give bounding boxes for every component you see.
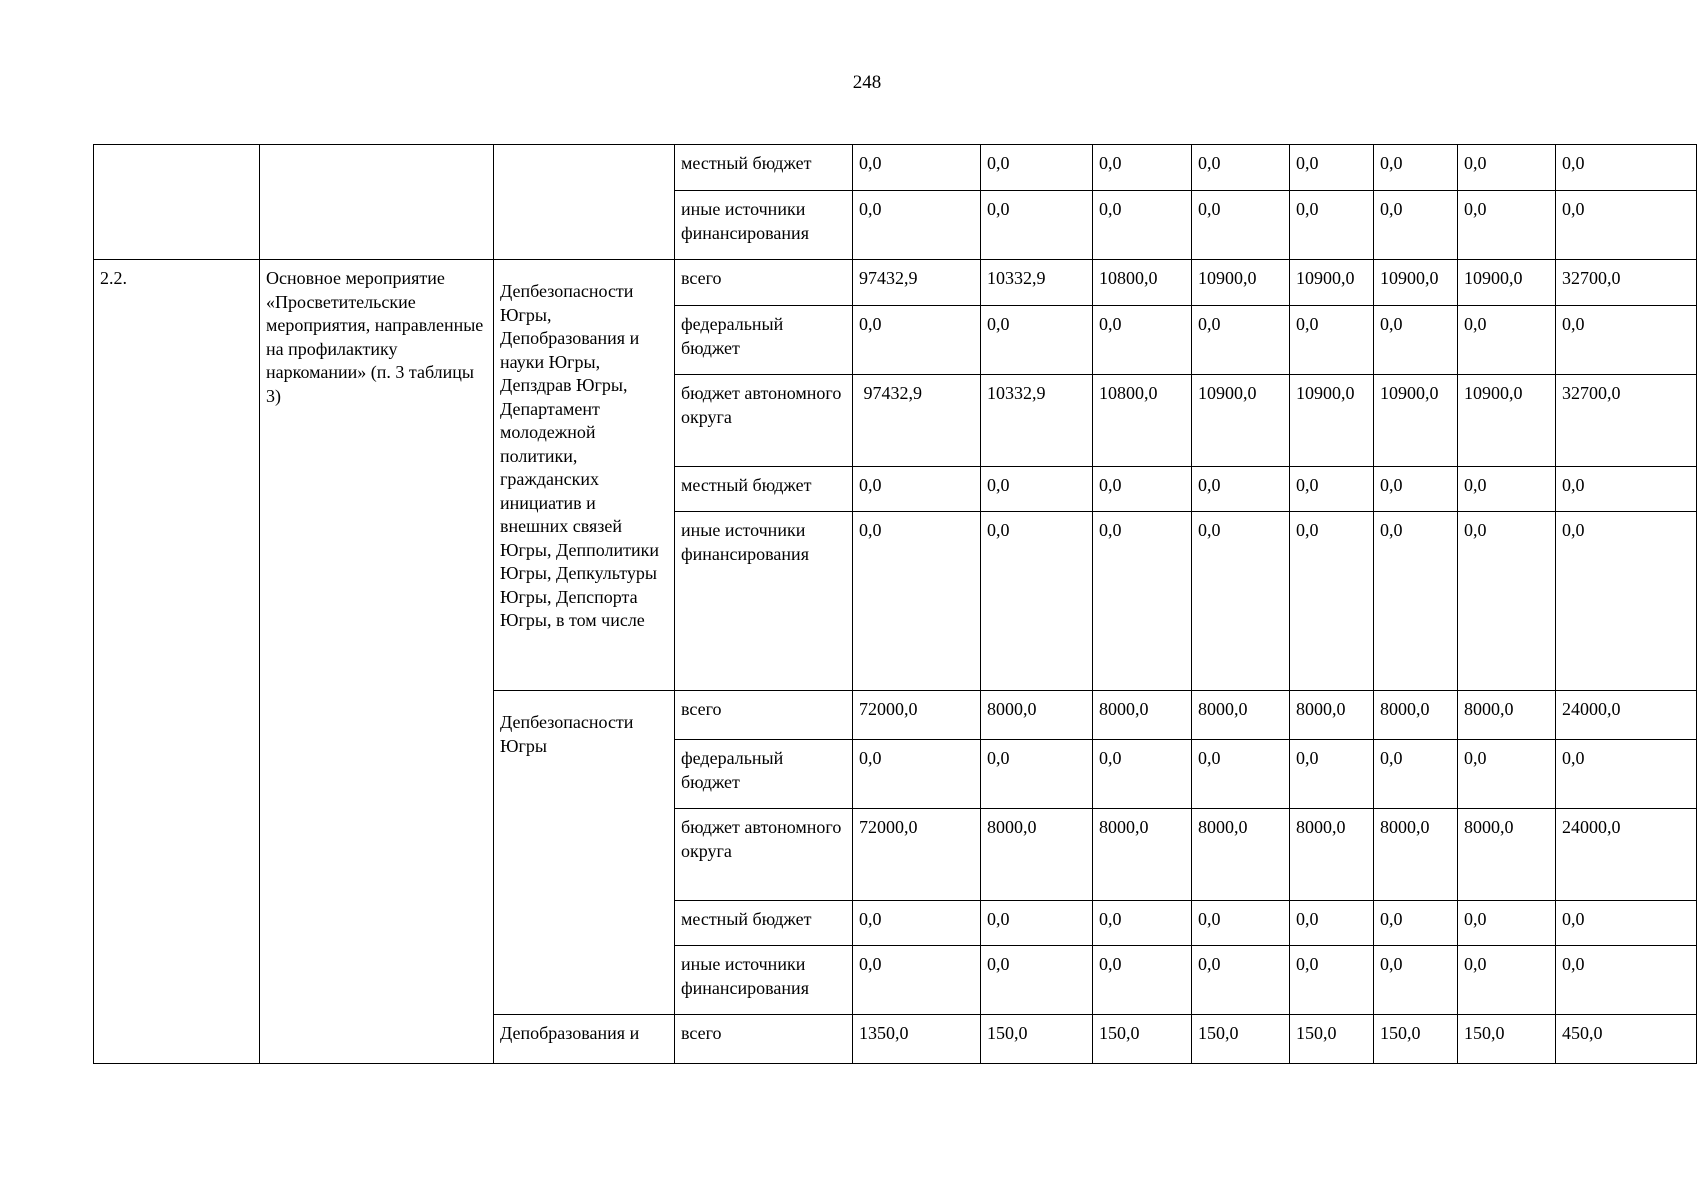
value-cell: 8000,0: [1093, 691, 1192, 740]
value-cell: 10900,0: [1458, 375, 1556, 467]
value-cell: 0,0: [1093, 740, 1192, 809]
value-cell: 0,0: [1374, 901, 1458, 946]
value-cell: 150,0: [981, 1015, 1093, 1064]
value-cell: 8000,0: [1374, 691, 1458, 740]
value-cell: 150,0: [1192, 1015, 1290, 1064]
value-cell: 0,0: [1458, 191, 1556, 260]
value-cell: 10900,0: [1290, 260, 1374, 306]
value-cell: 0,0: [853, 512, 981, 691]
value-cell: 8000,0: [1290, 809, 1374, 901]
source-cell: всего: [675, 260, 853, 306]
value-cell: 0,0: [1556, 145, 1697, 191]
value-cell: 10900,0: [1290, 375, 1374, 467]
source-cell: иные источники финансирования: [675, 512, 853, 691]
value-cell: 10900,0: [1192, 375, 1290, 467]
value-cell: 10900,0: [1374, 260, 1458, 306]
source-cell: бюджет автономного округа: [675, 375, 853, 467]
value-cell: 8000,0: [1093, 809, 1192, 901]
value-cell: 10900,0: [1192, 260, 1290, 306]
value-cell: 0,0: [1374, 145, 1458, 191]
value-cell: 32700,0: [1556, 260, 1697, 306]
value-cell: 10332,9: [981, 260, 1093, 306]
value-cell: 8000,0: [1458, 691, 1556, 740]
value-cell: 0,0: [1093, 901, 1192, 946]
item-name-cell: Основное мероприятие «Просветительские мероприятия, направленные на профилактику наркомании» (п. 3 таблицы 3): [260, 260, 494, 1064]
source-cell: всего: [675, 1015, 853, 1064]
executor-cell: [494, 145, 675, 260]
value-cell: 0,0: [1458, 467, 1556, 512]
value-cell: 0,0: [1458, 306, 1556, 375]
value-cell: 0,0: [1556, 512, 1697, 691]
value-cell: 97432,9: [853, 375, 981, 467]
executor-cell: Депбезопасности Югры: [494, 691, 675, 1015]
value-cell: 0,0: [1192, 740, 1290, 809]
value-cell: 0,0: [1192, 512, 1290, 691]
value-cell: 0,0: [1556, 946, 1697, 1015]
value-cell: 0,0: [853, 946, 981, 1015]
value-cell: 0,0: [1290, 467, 1374, 512]
value-cell: 0,0: [1556, 191, 1697, 260]
value-cell: 8000,0: [981, 809, 1093, 901]
value-cell: 0,0: [1192, 191, 1290, 260]
value-cell: 0,0: [981, 740, 1093, 809]
value-cell: 0,0: [981, 946, 1093, 1015]
value-cell: 0,0: [1374, 191, 1458, 260]
source-cell: местный бюджет: [675, 901, 853, 946]
value-cell: 10332,9: [981, 375, 1093, 467]
value-cell: 0,0: [1458, 512, 1556, 691]
value-cell: 0,0: [1556, 467, 1697, 512]
value-cell: 24000,0: [1556, 809, 1697, 901]
value-cell: 0,0: [981, 901, 1093, 946]
value-cell: 8000,0: [1192, 809, 1290, 901]
value-cell: 8000,0: [1290, 691, 1374, 740]
value-cell: 0,0: [981, 191, 1093, 260]
value-cell: 10900,0: [1374, 375, 1458, 467]
value-cell: 0,0: [981, 467, 1093, 512]
value-cell: 0,0: [1192, 901, 1290, 946]
table-row: [94, 145, 1697, 191]
source-cell: местный бюджет: [675, 145, 853, 191]
item-number-cell: [94, 145, 260, 260]
item-name-cell: [260, 145, 494, 260]
value-cell: 0,0: [1290, 191, 1374, 260]
value-cell: 0,0: [853, 901, 981, 946]
value-cell: 0,0: [1093, 306, 1192, 375]
value-cell: 72000,0: [853, 691, 981, 740]
value-cell: 10800,0: [1093, 260, 1192, 306]
budget-table: [93, 144, 1697, 1064]
value-cell: 0,0: [1290, 901, 1374, 946]
value-cell: 150,0: [1458, 1015, 1556, 1064]
value-cell: 0,0: [1556, 306, 1697, 375]
source-cell: местный бюджет: [675, 467, 853, 512]
value-cell: 0,0: [1093, 191, 1192, 260]
value-cell: 0,0: [853, 740, 981, 809]
value-cell: 10900,0: [1458, 260, 1556, 306]
value-cell: 97432,9: [853, 260, 981, 306]
value-cell: 0,0: [1192, 145, 1290, 191]
value-cell: 0,0: [1556, 901, 1697, 946]
value-cell: 450,0: [1556, 1015, 1697, 1064]
value-cell: 10800,0: [1093, 375, 1192, 467]
value-cell: 0,0: [1374, 946, 1458, 1015]
source-cell: всего: [675, 691, 853, 740]
value-cell: 0,0: [1374, 740, 1458, 809]
source-cell: иные источники финансирования: [675, 946, 853, 1015]
value-cell: 0,0: [1458, 740, 1556, 809]
value-cell: 8000,0: [1374, 809, 1458, 901]
value-cell: 1350,0: [853, 1015, 981, 1064]
value-cell: 0,0: [853, 191, 981, 260]
table-row: [94, 260, 1697, 306]
source-cell: иные источники финансирования: [675, 191, 853, 260]
value-cell: 0,0: [1374, 467, 1458, 512]
value-cell: 0,0: [981, 306, 1093, 375]
value-cell: 0,0: [1093, 145, 1192, 191]
value-cell: 0,0: [1192, 467, 1290, 512]
value-cell: 0,0: [1093, 946, 1192, 1015]
item-number-cell: 2.2.: [94, 260, 260, 1064]
value-cell: 0,0: [1290, 512, 1374, 691]
value-cell: 0,0: [1290, 145, 1374, 191]
value-cell: 8000,0: [1458, 809, 1556, 901]
value-cell: 24000,0: [1556, 691, 1697, 740]
value-cell: 8000,0: [1192, 691, 1290, 740]
value-cell: 0,0: [1290, 946, 1374, 1015]
page-number: 248: [852, 72, 882, 93]
value-cell: 8000,0: [981, 691, 1093, 740]
value-cell: 0,0: [1374, 512, 1458, 691]
value-cell: 0,0: [1458, 946, 1556, 1015]
value-cell: 0,0: [1556, 740, 1697, 809]
executor-cell: Депобразования и: [494, 1015, 675, 1064]
value-cell: 150,0: [1374, 1015, 1458, 1064]
value-cell: 0,0: [853, 467, 981, 512]
value-cell: 0,0: [1192, 946, 1290, 1015]
value-cell: 0,0: [1192, 306, 1290, 375]
value-cell: 72000,0: [853, 809, 981, 901]
value-cell: 0,0: [853, 306, 981, 375]
source-cell: федеральный бюджет: [675, 306, 853, 375]
value-cell: 0,0: [981, 145, 1093, 191]
value-cell: 0,0: [981, 512, 1093, 691]
value-cell: 0,0: [1458, 145, 1556, 191]
source-cell: федеральный бюджет: [675, 740, 853, 809]
value-cell: 0,0: [1458, 901, 1556, 946]
value-cell: 0,0: [853, 145, 981, 191]
value-cell: 0,0: [1093, 512, 1192, 691]
value-cell: 150,0: [1093, 1015, 1192, 1064]
value-cell: 0,0: [1290, 740, 1374, 809]
source-cell: бюджет автономного округа: [675, 809, 853, 901]
executor-cell: Депбезопасности Югры, Депобразования и науки Югры, Депздрав Югры, Департамент молодежной политики, гражданских инициатив и внешних связей Югры, Депполитики Югры, Депкультуры Югры, Депспорта Югры, в том числе: [494, 260, 675, 691]
value-cell: 0,0: [1290, 306, 1374, 375]
value-cell: 150,0: [1290, 1015, 1374, 1064]
value-cell: 0,0: [1093, 467, 1192, 512]
value-cell: 32700,0: [1556, 375, 1697, 467]
value-cell: 0,0: [1374, 306, 1458, 375]
